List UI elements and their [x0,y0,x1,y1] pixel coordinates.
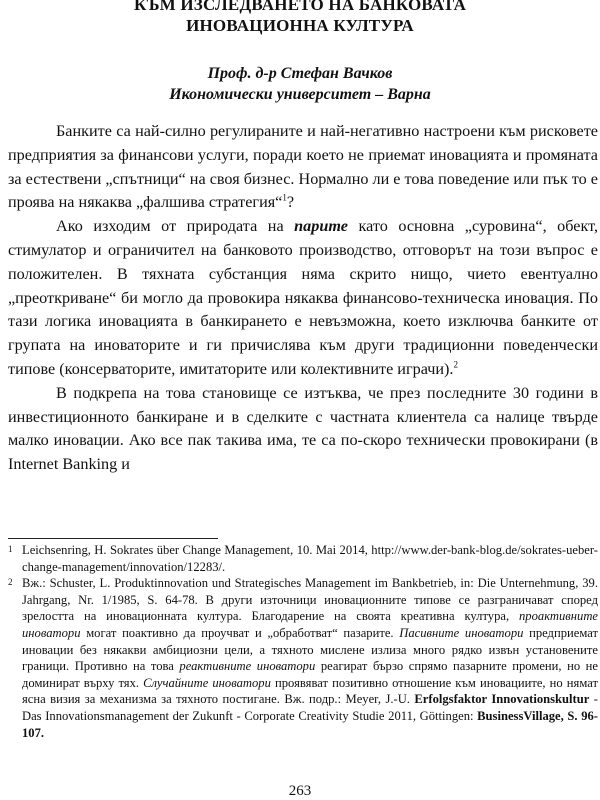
footnote-ref-1[interactable]: 1 [282,193,287,203]
footnote-1-text: Leichsenring, H. Sokrates über Change Management, 10. Mai 2014, http://www.der-bank-blog.de/sokrates-ueber-change-management/innovation/12283/. [22,543,598,574]
paragraph-2-text-b: като основна „суровина“, обект, стимулатор и ограничител на банковото производство, отговорът на този въпрос е положителен. В тяхната субстанция няма скрито нищо, чието евентуално „преоткриване“ би могло да провокира някаква финансово-техническа иновация. По тази логика иновацията в банкирането е невъзможна, което изключва банките от групата на иноваторите и ги причислява към други традиционни поведенчески типове (консерваторите, имитаторите или колективните играчи). [8,217,598,378]
footnote-2-text-d: реагират бързо спрямо пазарните промени, но не доминират върху тях. [22,659,598,690]
author-name: Проф. д-р Стефан Вачков [207,65,393,82]
footnote-2-publisher: BusinessVillage, S. 96-107. [22,708,598,740]
footnotes-section [8,542,598,741]
paragraph-3 [8,382,598,477]
author-affiliation: Икономически университет – Варна [169,86,431,103]
footnote-ref-2[interactable]: 2 [453,359,458,370]
paragraph-3-text: В подкрепа на това становище се изтъква, че през последните 30 години в инвестиционното банкиране и в сделките с частната клиентела са налице твърде малко иновации. Ако все пак такива има, те са по-скоро технически провокирани (в Internet Banking и [8,383,598,474]
paragraph-2 [8,215,598,382]
footnote-2-term-random: Случайните иноватори [143,675,271,690]
footnote-2-number: 2 [8,577,13,588]
footnote-2-term-passive: Пасивните иноватори [399,625,524,640]
footnote-2-term-reactive: реактивните иноватори [179,659,316,674]
footnote-1 [8,542,598,575]
footnote-2-text-e: проявяват позитивно отношение към иновациите, но нямат ясна визия за механизма за тяхното постигане. Вж. подр.: Meyer, J.-U. [22,675,598,707]
footnote-2-book-title: Erfolgsfaktor Innovationskultur [414,692,590,707]
footnote-2-text-b: могат поактивно да проучват и „обработват“ пазарите. [80,625,400,640]
article-body [8,120,598,477]
footnote-2-text-f: - Das Innovationsmanagement der Zukunft - Corporate Creativity Studie 2011, Göttingen: [22,692,598,723]
paragraph-1 [8,120,598,215]
paragraph-1-text: Банките са най-силно регулираните и най-негативно настроени към рисковете предприятия за финансови услуги, поради което не приемат иновацията и промяната за естествени „спътници“ на своя бизнес. Нормално ли е това поведение или пък то е проява на някаква „фалшива стратегия“ [8,122,598,212]
footnote-2 [8,575,598,741]
article-title-line-2: ИНОВАЦИОННА КУЛТУРА [186,16,414,35]
page-number: 263 [288,783,312,799]
footnote-1-number: 1 [8,544,13,554]
paragraph-2-text-a: Ако изходим от природата на [56,217,295,236]
footnote-2-term-proactive: проактивните иноватори [22,609,598,640]
footnote-2-text-a: Вж.: Schuster, L. Produktinnovation und Strategisches Management im Bankbetrieb, in: Die Unternehmung, 39. Jahrgang, Nr. 1/1985, S. 64-78. В други източници иновационните типове се разграничават според зрелостта на иновационната култура. Благодарение на своята креативна култура, [22,576,598,624]
footnote-separator [8,538,218,539]
footnote-2-text-c: предприемат иновации без някакви амбициозни цели, а тяхното мислене излиза много рядко извън установените граници. Противно на това [22,625,598,674]
paragraph-1-end: ? [286,193,295,212]
article-title-line-1: КЪМ ИЗСЛЕДВАНЕТО НА БАНКОВАТА [133,0,467,14]
paragraph-2-emphasis: парите [294,217,348,236]
